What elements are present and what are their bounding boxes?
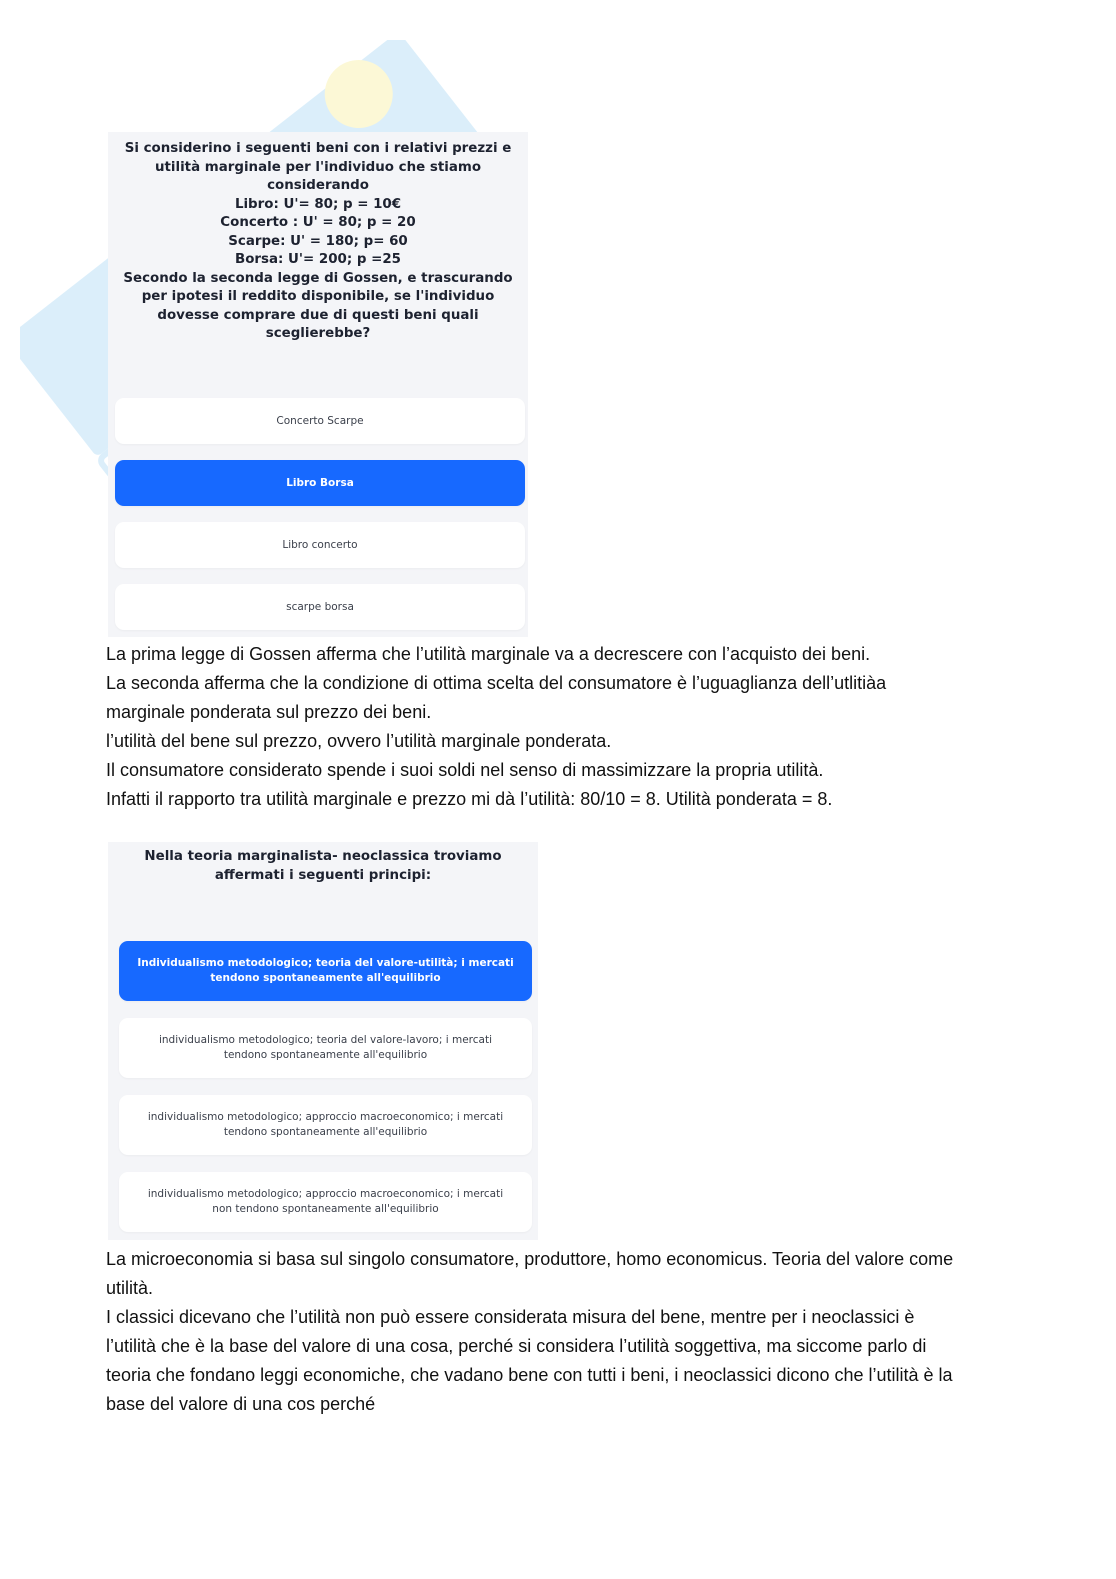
text-line: l’utilità che è la base del valore di una cosa, perché si considera l’utilità soggettiva, ma siccome parlo di <box>106 1336 927 1356</box>
question-text <box>108 848 538 885</box>
answer-option-label: Libro Borsa <box>286 477 354 489</box>
question-line: Libro: U'= 80; p = 10€ <box>234 196 402 212</box>
question-line: Secondo la seconda legge di Gossen, e trascurando <box>123 270 513 286</box>
question-line: Borsa: U'= 200; p =25 <box>235 252 401 267</box>
text-line: utilità. <box>106 1278 154 1298</box>
answer-option[interactable] <box>115 398 525 444</box>
text-line: marginale ponderata sul prezzo dei beni. <box>106 702 432 722</box>
answer-option[interactable] <box>115 584 525 630</box>
text-line: La seconda afferma che la condizione di ottima scelta del consumatore è l’uguaglianza dell’utlitiàa <box>106 673 887 693</box>
answer-option-label: Libro concerto <box>282 539 358 551</box>
question-line: Si considerino i seguenti beni con i relativi prezzi e <box>124 141 512 156</box>
answer-option-selected[interactable] <box>115 460 525 506</box>
answer-option[interactable] <box>119 1018 532 1078</box>
text-line: Infatti il rapporto tra utilità marginale e prezzo mi dà l’utilità: 80/10 = 8. Utilità ponderata = 8. <box>106 789 833 809</box>
text-line: teoria che fondano leggi economiche, che vadano bene con tutti i beni, i neoclassici dicono che l’utilità è la <box>106 1365 953 1385</box>
quiz-card-marginalism <box>108 842 538 1240</box>
question-line: Scarpe: U' = 180; p= 60 <box>228 233 408 249</box>
answer-option-label: Concerto Scarpe <box>276 415 364 427</box>
question-line: affermati i seguenti principi: <box>214 867 432 883</box>
answer-option[interactable] <box>119 1172 532 1232</box>
answer-option-label: individualismo metodologico; approccio macroeconomico; i mercati non tendono spontaneamente all'equilibrio <box>147 1188 504 1215</box>
text-line: l’utilità del bene sul prezzo, ovvero l’utilità marginale ponderata. <box>106 731 612 751</box>
text-line: I classici dicevano che l’utilità non può essere considerata misura del bene, mentre per i neoclassici è <box>106 1307 915 1327</box>
answer-option[interactable] <box>115 522 525 568</box>
question-line: sceglierebbe? <box>265 326 371 341</box>
text-line: Il consumatore considerato spende i suoi soldi nel senso di massimizzare la propria utilità. <box>106 760 824 780</box>
text-line: La microeconomia si basa sul singolo consumatore, produttore, homo economicus. Teoria del valore come <box>106 1249 954 1269</box>
explanation-paragraph-gossen <box>106 640 1006 814</box>
question-line: dovesse comprare due di questi beni quali <box>157 307 479 323</box>
answer-option-label: individualismo metodologico; teoria del valore-lavoro; i mercati tendono spontaneamente all'equilibrio <box>158 1034 492 1061</box>
quiz-card-gossen <box>108 132 528 637</box>
answer-option-label: Individualismo metodologico; teoria del valore-utilità; i mercati tendono spontaneamente all'equilibrio <box>137 957 514 984</box>
text-line: La prima legge di Gossen afferma che l’utilità marginale va a decrescere con l’acquisto dei beni. <box>106 644 871 664</box>
answer-option[interactable] <box>119 1095 532 1155</box>
answer-option-selected[interactable] <box>119 941 532 1001</box>
question-line: utilità marginale per l'individuo che stiamo <box>154 159 482 175</box>
question-line: Nella teoria marginalista- neoclassica troviamo <box>144 849 502 864</box>
explanation-paragraph-microeconomics <box>106 1245 1006 1419</box>
question-line: per ipotesi il reddito disponibile, se l'individuo <box>141 289 495 304</box>
answer-option-label: scarpe borsa <box>286 601 354 613</box>
answer-option-label: individualismo metodologico; approccio macroeconomico; i mercati tendono spontaneamente all'equilibrio <box>147 1111 504 1138</box>
question-line: considerando <box>267 178 369 193</box>
text-line: base del valore di una cos perché <box>106 1394 376 1414</box>
question-text <box>108 140 528 344</box>
question-line: Concerto : U' = 80; p = 20 <box>220 215 416 230</box>
